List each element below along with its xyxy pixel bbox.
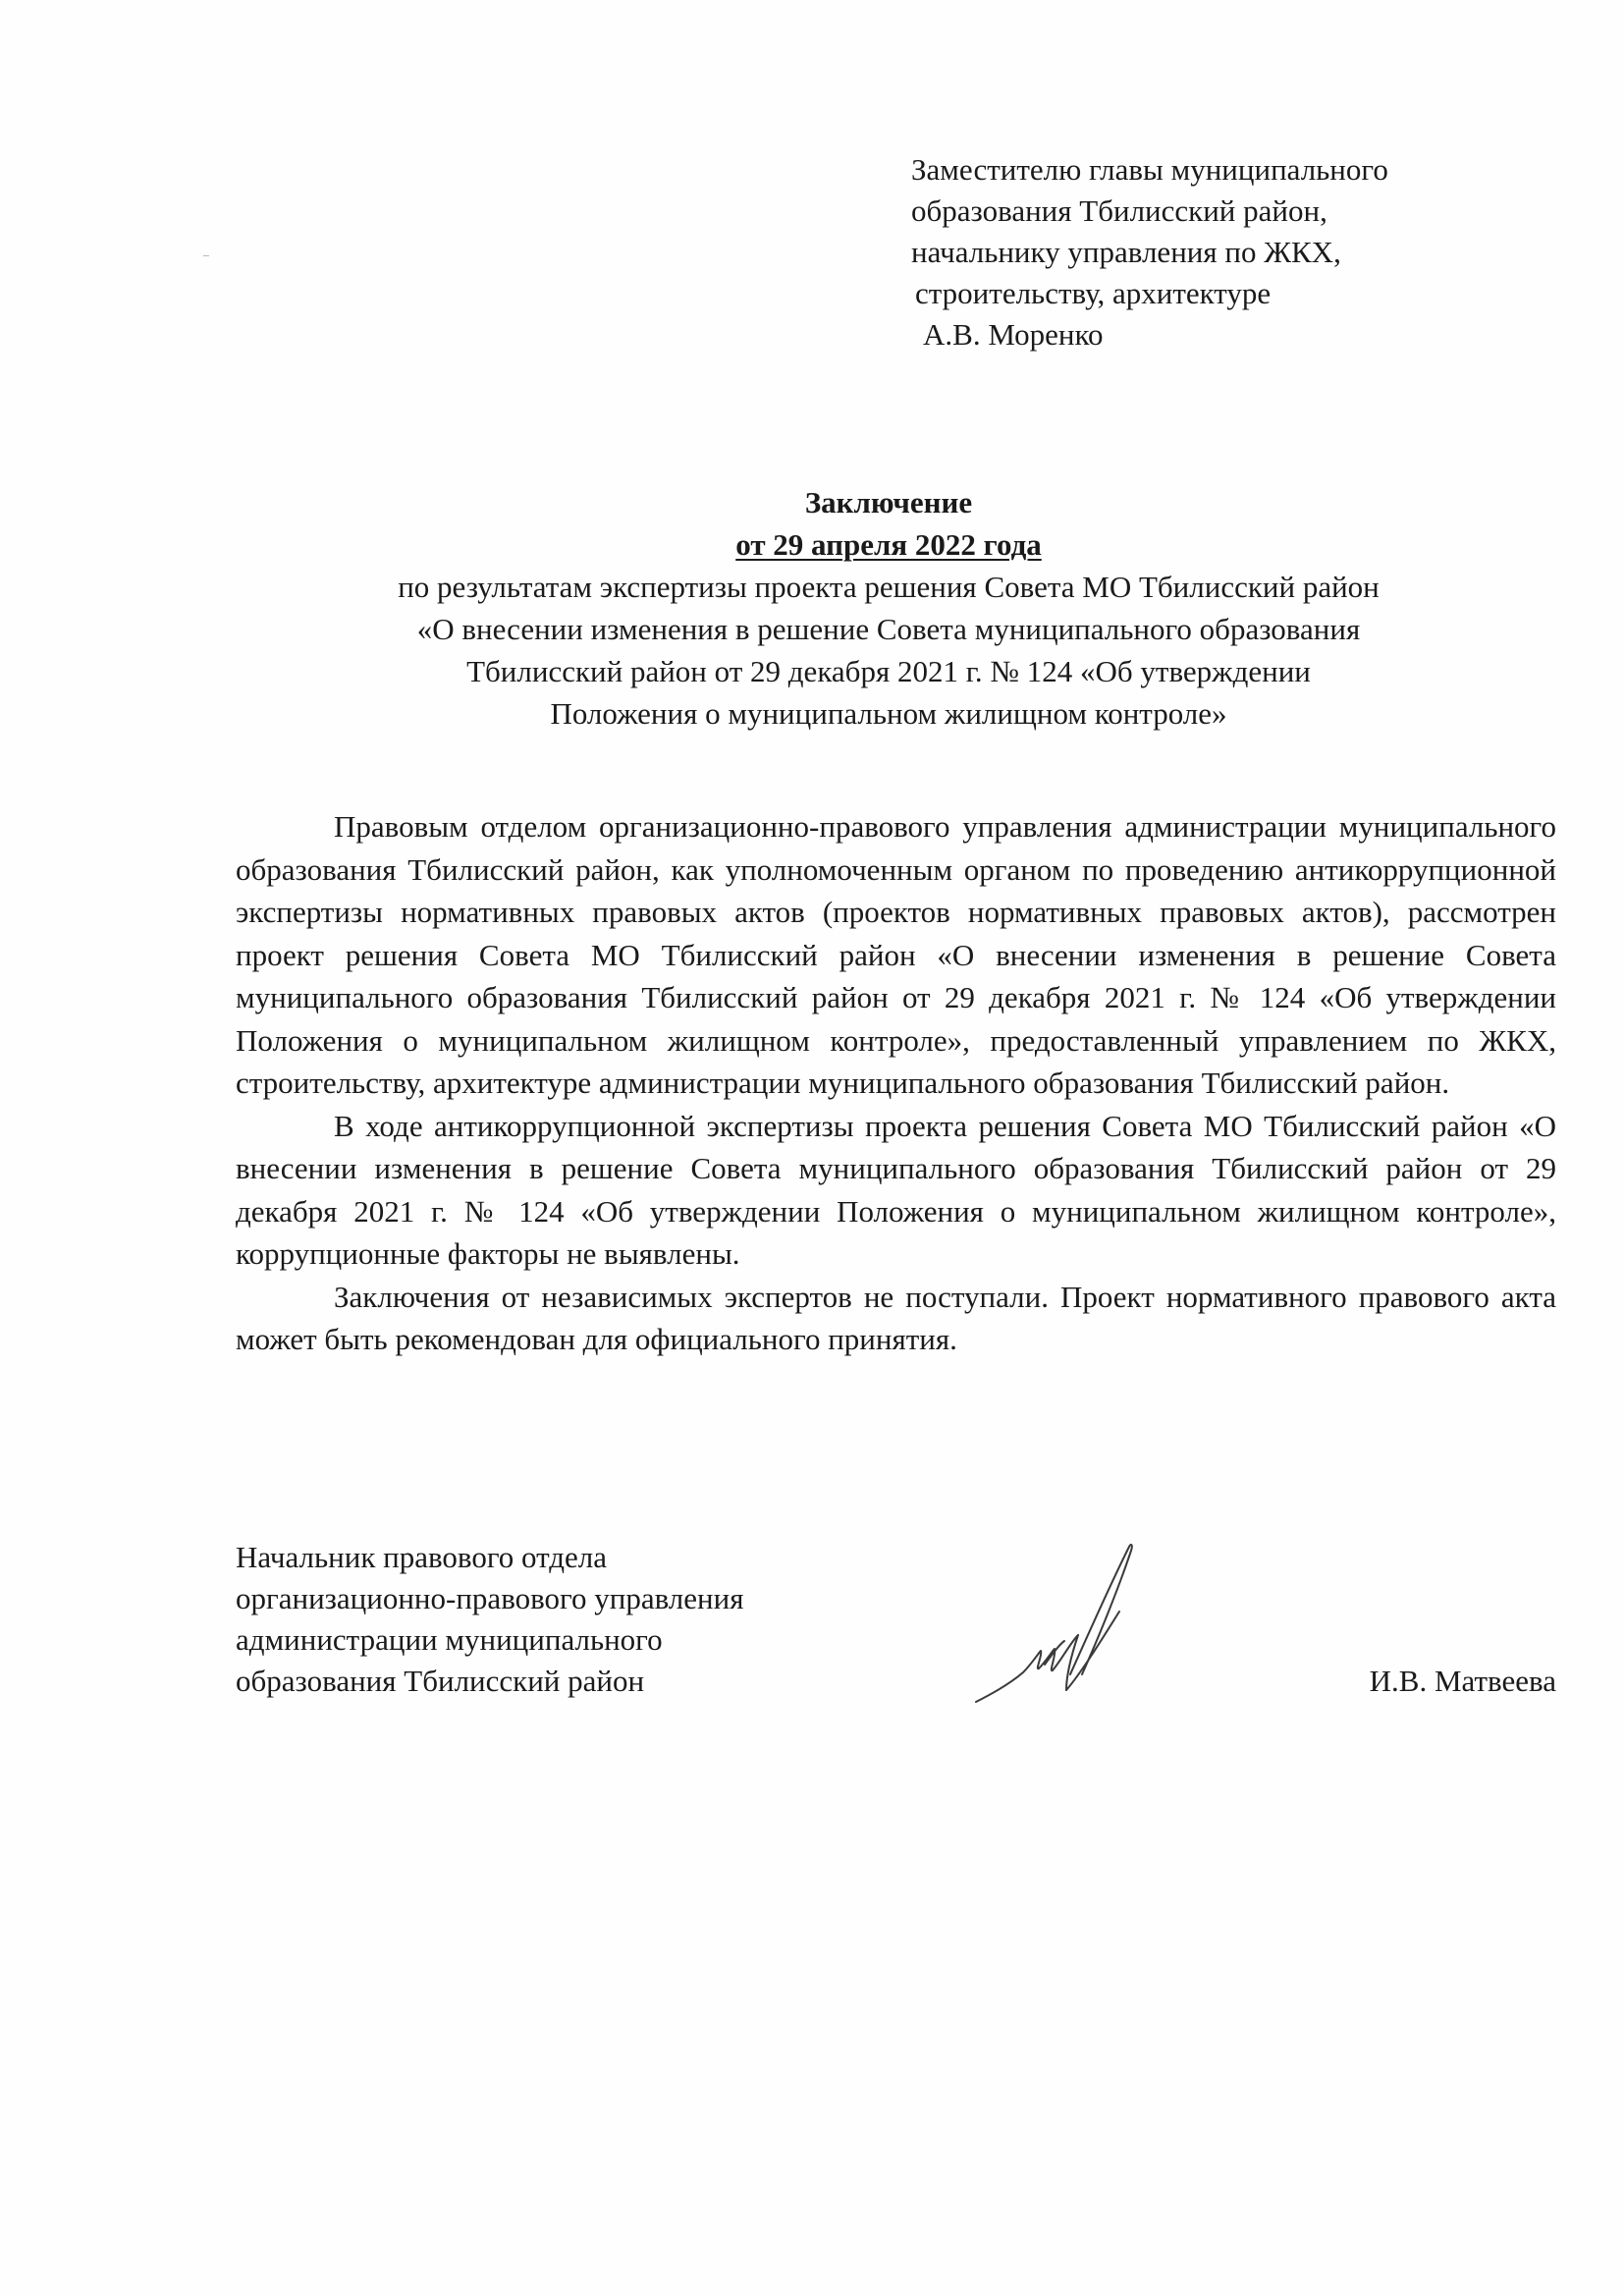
body-paragraph: Заключения от независимых экспертов не поступали. Проект нормативного правового акта может быть рекомендован для официального принятия.	[236, 1279, 1556, 1356]
document-title: Заключение	[804, 485, 973, 519]
addressee-line: начальнику управления по ЖКХ,	[911, 235, 1341, 269]
signer-name: И.В. Матвеева	[1369, 1664, 1556, 1698]
signer-position-line: образования Тбилисский район	[236, 1664, 645, 1698]
addressee-line: образования Тбилисский район,	[911, 193, 1327, 228]
document-subtitle-line: по результатам экспертизы проекта решения Совета МО Тбилисский район	[398, 570, 1380, 604]
document-subtitle-line: Тбилисский район от 29 декабря 2021 г. № 124 «Об утверждении	[466, 654, 1311, 688]
document-subtitle-line: «О внесении изменения в решение Совета муниципального образования	[416, 612, 1361, 646]
body-paragraph: В ходе антикоррупционной экспертизы проекта решения Совета МО Тбилисский район «О внесении изменения в решение Совета муниципального образования Тбилисский район от 29 декабря 2021 г. № 124 «Об утверждении Положения о муниципальном жилищном контроле», коррупционные факторы не выявлены.	[236, 1108, 1556, 1271]
addressee-line: строительству, архитектуре	[915, 276, 1272, 310]
body-paragraph: Правовым отделом организационно-правового управления администрации муниципального образования Тбилисский район, как уполномоченным органом по проведению антикоррупционной экспертизы нормативных правовых актов (проектов нормативных правовых актов), рассмотрен проект решения Совета МО Тбилисский район «О внесении изменения в решение Совета муниципального образования Тбилисский район от 29 декабря 2021 г. № 124 «Об утверждении Положения о муниципальном жилищном контроле», предоставленный управлением по ЖКХ, строительству, архитектуре администрации муниципального образования Тбилисский район.	[236, 809, 1556, 1100]
signer-position-line: организационно-правового управления	[236, 1581, 744, 1615]
handwritten-signature-icon	[972, 1527, 1168, 1723]
document-body	[236, 805, 1556, 1361]
document-title-block	[226, 481, 1551, 735]
signer-position-line: Начальник правового отдела	[236, 1540, 608, 1574]
signer-position	[236, 1537, 743, 1702]
signature-block	[236, 1537, 1556, 1733]
document-date: от 29 апреля 2022 года	[735, 527, 1042, 562]
addressee-line: Заместителю главы муниципального	[911, 152, 1388, 187]
signer-position-line: администрации муниципального	[236, 1622, 663, 1657]
addressee-name: А.В. Моренко	[923, 317, 1104, 352]
scan-artifact	[203, 255, 209, 256]
document-subtitle-line: Положения о муниципальном жилищном контроле»	[550, 696, 1227, 731]
addressee-block	[911, 149, 1520, 355]
